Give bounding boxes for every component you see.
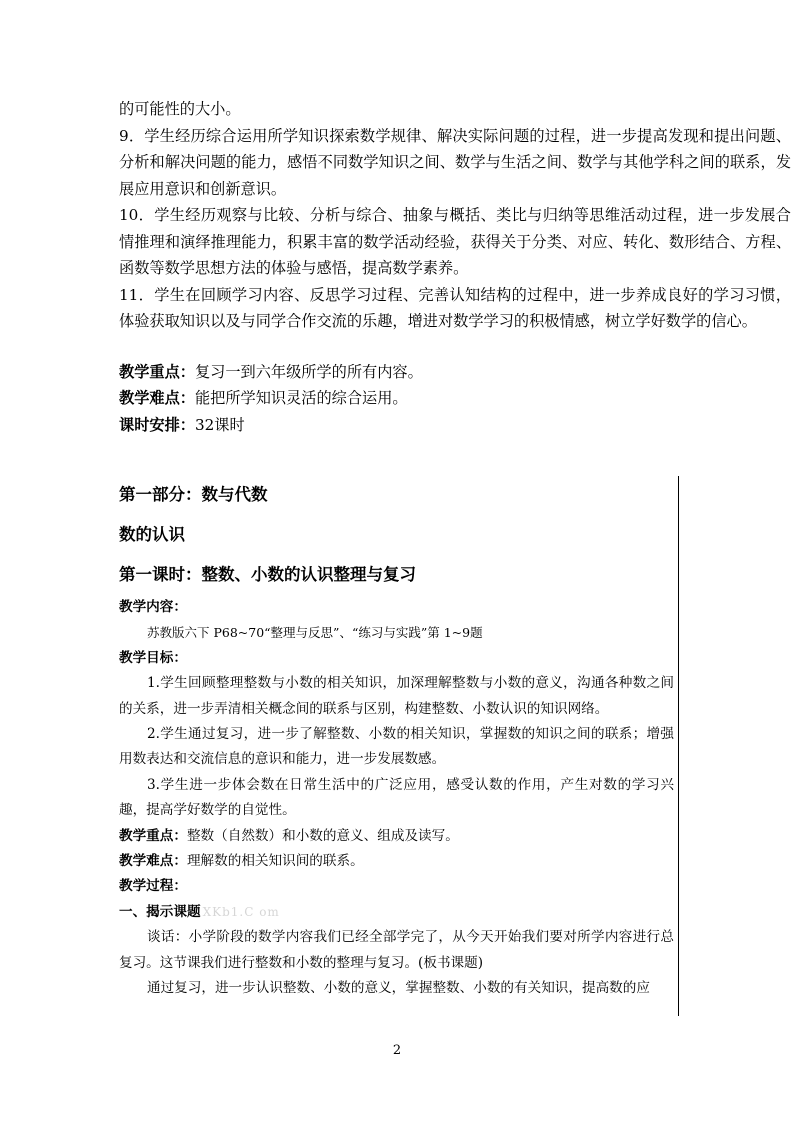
- schedule-label: 课时安排：: [119, 415, 195, 434]
- paragraph-continued: 的可能性的大小。: [119, 100, 241, 118]
- paragraph-objective-10: 10．学生经历观察与比较、分析与综合、抽象与概括、类比与归纳等思维活动过程，进一步发展合情推理和演绎推理能力，积累丰富的数学活动经验，获得关于分类、对应、转化、数形结合、方程、函数等数学思想方法的体验与感悟，提高数学素养。: [119, 206, 791, 277]
- lesson-key-label: 教学重点：: [119, 827, 187, 844]
- table-border-line: [678, 476, 679, 1016]
- watermark: XKb1.C om: [202, 904, 280, 919]
- goal-2: 2.学生通过复习，进一步了解整数、小数的相关知识，掌握数的知识之间的联系；增强用数表达和交流信息的意识和能力，进一步发展数感。: [119, 726, 674, 768]
- lesson-key-text: 整数（自然数）和小数的意义、组成及读写。: [186, 827, 459, 844]
- lesson-plan-cell: [119, 483, 674, 1002]
- goal-label: 教学目标：: [119, 649, 187, 666]
- step-1-heading: [119, 900, 674, 925]
- part-heading: 第一部分：数与代数: [119, 485, 268, 504]
- talk-paragraph: 谈话：小学阶段的数学内容我们已经全部学完了，从今天开始我们要对所学内容进行总复习。这节课我们进行整数和小数的整理与复习。(板书课题): [119, 929, 674, 971]
- content-label: 教学内容：: [119, 599, 187, 615]
- goal-1: 1.学生回顾整理整数与小数的相关知识，加深理解整数与小数的意义，沟通各种数之间的关系，进一步弄清相关概念间的联系与区别，构建整数、小数认识的知识网络。: [119, 675, 674, 717]
- content-text: 苏教版六下 P68~70“整理与反思”、“练习与实践”第 1~9题: [147, 625, 483, 641]
- lesson-difficulty-label: 教学难点：: [119, 853, 187, 870]
- goal-3: 3.学生进一步体会数在日常生活中的广泛应用，感受认数的作用，产生对数的学习兴趣，提高学好数学的自觉性。: [119, 776, 674, 819]
- paragraph-objective-9: 9．学生经历综合运用所学知识探索数学规律、解决实际问题的过程，进一步提高发现和提出问题、分析和解决问题的能力，感悟不同数学知识之间、数学与生活之间、数学与其他学科之间的联系，发展应用意识和创新意识。: [119, 126, 791, 198]
- lesson-difficulty: [119, 849, 674, 874]
- lesson-difficulty-text: 理解数的相关知识间的联系。: [186, 853, 364, 870]
- step-1-label: 一、揭示课题: [119, 903, 201, 920]
- process-label: 教学过程：: [119, 878, 187, 895]
- difficulty-text: 能把所学知识灵活的综合运用。: [194, 389, 408, 407]
- page-number: 2: [392, 1043, 402, 1058]
- section-heading: 数的认识: [119, 525, 185, 544]
- key-point-label: 教学重点：: [119, 362, 195, 381]
- lesson-key-point: [119, 824, 674, 849]
- upper-text-block: [119, 96, 791, 438]
- lesson-heading: 第一课时：整数、小数的认识整理与复习: [119, 565, 416, 584]
- spacer: [119, 335, 791, 359]
- teaching-difficulty: [119, 385, 791, 412]
- paragraph-objective-11: 11．学生在回顾学习内容、反思学习过程、完善认知结构的过程中，进一步养成良好的学习习惯，体验获取知识以及与同学合作交流的乐趣，增进对数学学习的积极情感，树立学好数学的信心。: [119, 285, 791, 330]
- last-paragraph: 通过复习，进一步认识整数、小数的意义，掌握整数、小数的有关知识，提高数的应: [147, 980, 650, 997]
- lesson-schedule: [119, 412, 791, 439]
- difficulty-label: 教学难点：: [119, 389, 195, 407]
- schedule-text: 32课时: [194, 415, 245, 434]
- key-point-text: 复习一到六年级所学的所有内容。: [194, 362, 423, 381]
- teaching-key-point: [119, 359, 791, 386]
